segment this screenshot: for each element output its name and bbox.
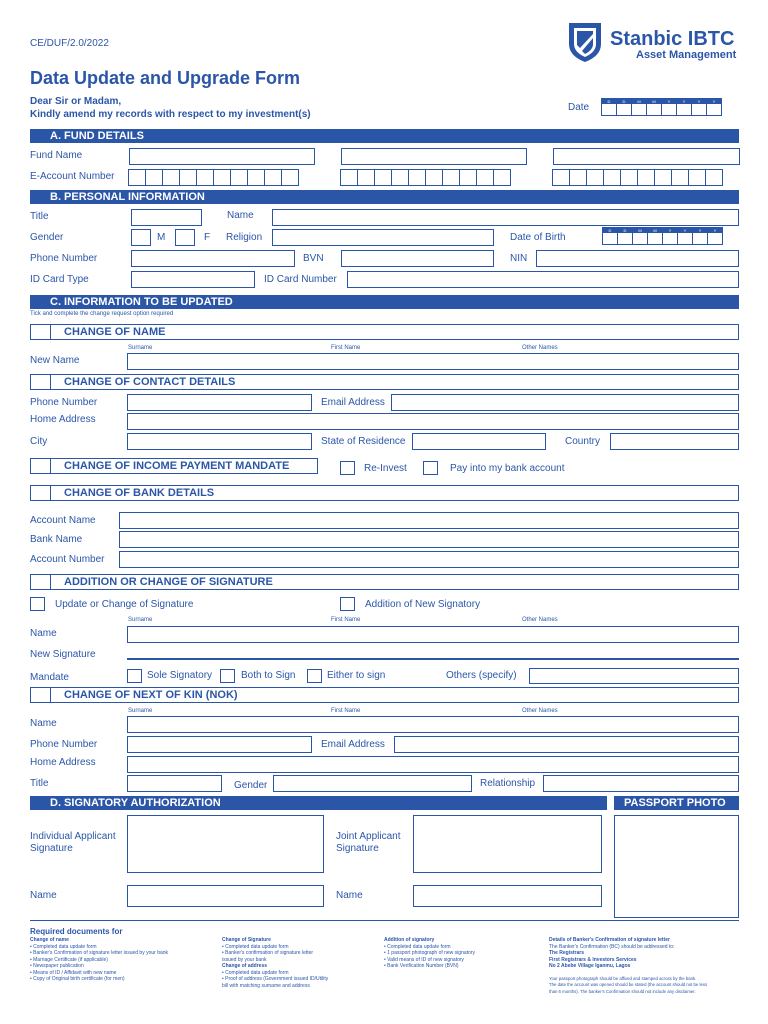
- religion-label: Religion: [226, 232, 263, 243]
- nok-first-name-hint: First Name: [331, 708, 361, 714]
- either-to-sign-checkbox[interactable]: [307, 669, 322, 683]
- contact-phone-label: Phone Number: [30, 397, 98, 408]
- country-field[interactable]: [610, 433, 739, 450]
- change-name-row[interactable]: CHANGE OF NAME: [30, 324, 739, 340]
- nok-email-label: Email Address: [321, 739, 385, 750]
- sig-name-label: Name: [30, 628, 57, 639]
- required-docs-title: Required documents for: [30, 927, 123, 936]
- nok-other-names-hint: Other Names: [522, 708, 558, 714]
- nok-title-label: Title: [30, 778, 49, 789]
- nok-surname-hint: Surname: [128, 708, 153, 714]
- required-col-signature-change: Change of Signature • Completed data update form • Banker's confirmation of signature letter issued by your bank Change of address • Completed data update form • Proof of address (Government issued ID/Utility bill with matching surname and address: [222, 937, 329, 989]
- passport-photo-box[interactable]: [614, 815, 739, 918]
- nok-phone-label: Phone Number: [30, 739, 98, 750]
- required-col-bankers-confirmation: Details of Banker's Confirmation of signature letter The Banker's Confirmation (BC) should be addressed to: The Registrars First Registrars & Investors Services No 2 Abebe Village Iganmu, Lagos Your passport photograph should be affixed and stamped across by the bank. The date the account was opened should be stated (the account should not be less than 6 months). The banker's Confirmation should not include any disclaimer.: [549, 937, 708, 994]
- ind-sig-label-1: Individual Applicant: [30, 831, 116, 842]
- reinvest-label: Re-Invest: [364, 463, 407, 474]
- gender-f-label: F: [204, 232, 211, 243]
- nok-phone-field[interactable]: [127, 736, 312, 753]
- individual-signature-box[interactable]: [127, 815, 324, 873]
- new-name-label: New Name: [30, 355, 80, 366]
- nok-title-field[interactable]: [127, 775, 222, 792]
- add-signatory-label: Addition of New Signatory: [365, 599, 481, 610]
- e-account-field-3[interactable]: [553, 169, 723, 186]
- account-number-label: Account Number: [30, 554, 105, 565]
- either-to-sign-label: Either to sign: [327, 670, 386, 681]
- sig-name-field[interactable]: [127, 626, 739, 643]
- divider: [30, 920, 739, 921]
- nin-field[interactable]: [536, 250, 739, 267]
- sig-surname-hint: Surname: [128, 617, 153, 623]
- form-code: CE/DUF/2.0/2022: [30, 38, 109, 49]
- section-b-header: B. PERSONAL INFORMATION: [30, 190, 739, 204]
- ind-sig-label-2: Signature: [30, 843, 73, 854]
- nok-gender-field[interactable]: [273, 775, 472, 792]
- contact-email-label: Email Address: [321, 397, 385, 408]
- nok-relationship-field[interactable]: [543, 775, 739, 792]
- account-name-label: Account Name: [30, 515, 96, 526]
- change-contact-row[interactable]: CHANGE OF CONTACT DETAILS: [30, 374, 739, 390]
- e-account-field-1[interactable]: [129, 169, 299, 186]
- change-name-checkbox[interactable]: [30, 324, 51, 340]
- section-a-header: A. FUND DETAILS: [30, 129, 739, 143]
- gender-f-checkbox[interactable]: [175, 229, 195, 246]
- section-c-note: Tick and complete the change request option required: [30, 311, 174, 317]
- brand-name: Stanbic IBTC: [610, 28, 735, 50]
- nok-gender-label: Gender: [234, 780, 268, 791]
- country-label: Country: [565, 436, 601, 447]
- required-col-name-change: Change of name • Completed data update form • Banker's Confirmation of signature letter issued by your bank • Marriage Certificate (if applicable) • Newspaper publication • Means of ID / Affidavit with new name • Copy of Original birth certificate (for men): [30, 937, 169, 982]
- nok-home-label: Home Address: [30, 757, 96, 768]
- others-field[interactable]: [529, 668, 739, 684]
- change-income-row[interactable]: CHANGE OF INCOME PAYMENT MANDATE: [30, 458, 318, 474]
- nok-name-label: Name: [30, 718, 57, 729]
- nok-email-field[interactable]: [394, 736, 739, 753]
- change-nok-checkbox[interactable]: [30, 687, 51, 703]
- state-label: State of Residence: [321, 436, 406, 447]
- religion-field[interactable]: [272, 229, 494, 246]
- section-d-header: D. SIGNATORY AUTHORIZATION: [30, 796, 607, 810]
- new-signature-line[interactable]: [127, 658, 739, 660]
- joint-sig-label-1: Joint Applicant: [336, 831, 401, 842]
- passport-photo-header: PASSPORT PHOTO: [614, 796, 739, 810]
- date-input[interactable]: D D M M Y Y Y Y: [602, 98, 722, 116]
- account-name-field[interactable]: [119, 512, 739, 529]
- new-name-field[interactable]: [127, 353, 739, 370]
- add-signatory-checkbox[interactable]: [340, 597, 355, 611]
- section-c-header: C. INFORMATION TO BE UPDATED: [30, 295, 739, 309]
- date-label: Date: [568, 102, 590, 113]
- joint-sig-label-2: Signature: [336, 843, 379, 854]
- change-signature-row[interactable]: ADDITION OR CHANGE OF SIGNATURE: [30, 574, 739, 590]
- joint-signature-box[interactable]: [413, 815, 602, 873]
- phone-field[interactable]: [131, 250, 295, 267]
- id-number-label: ID Card Number: [264, 274, 337, 285]
- change-bank-row[interactable]: CHANGE OF BANK DETAILS: [30, 485, 739, 501]
- new-signature-label: New Signature: [30, 649, 96, 660]
- nin-label: NIN: [510, 253, 528, 264]
- update-signature-checkbox[interactable]: [30, 597, 45, 611]
- update-signature-label: Update or Change of Signature: [55, 599, 194, 610]
- change-signature-checkbox[interactable]: [30, 574, 51, 590]
- home-address-field[interactable]: [127, 413, 739, 430]
- city-label: City: [30, 436, 48, 447]
- nok-relationship-label: Relationship: [480, 778, 536, 789]
- phone-label: Phone Number: [30, 253, 98, 264]
- name-field[interactable]: [272, 209, 739, 226]
- id-type-label: ID Card Type: [30, 274, 89, 285]
- title-field[interactable]: [131, 209, 202, 226]
- page-title: Data Update and Upgrade Form: [30, 68, 301, 88]
- gender-label: Gender: [30, 232, 64, 243]
- sole-signatory-checkbox[interactable]: [127, 669, 142, 683]
- fund-name-field-3[interactable]: [553, 148, 740, 165]
- first-name-hint: First Name: [331, 345, 361, 351]
- name-label: Name: [227, 210, 254, 221]
- joint-name-label: Name: [336, 890, 363, 901]
- change-nok-row[interactable]: CHANGE OF NEXT OF KIN (NOK): [30, 687, 739, 703]
- dob-label: Date of Birth: [510, 232, 566, 243]
- home-address-label: Home Address: [30, 414, 96, 425]
- ind-name-label: Name: [30, 890, 57, 901]
- others-label: Others (specify): [446, 670, 517, 681]
- fund-name-field-2[interactable]: [341, 148, 527, 165]
- account-number-field[interactable]: [119, 551, 739, 568]
- state-field[interactable]: [412, 433, 546, 450]
- sole-signatory-label: Sole Signatory: [147, 670, 213, 681]
- id-type-field[interactable]: [131, 271, 255, 288]
- id-number-field[interactable]: [347, 271, 739, 288]
- pay-bank-label: Pay into my bank account: [450, 463, 565, 474]
- intro-text: Kindly amend my records with respect to my investment(s): [30, 109, 311, 120]
- e-account-label: E-Account Number: [30, 171, 115, 182]
- stanbic-logo-icon: [565, 20, 605, 64]
- dob-input[interactable]: D D M M Y Y Y Y: [603, 227, 723, 245]
- reinvest-checkbox[interactable]: [340, 461, 355, 475]
- e-account-field-2[interactable]: [341, 169, 511, 186]
- joint-name-field[interactable]: [413, 885, 602, 907]
- change-income-checkbox[interactable]: [30, 458, 51, 474]
- sig-first-name-hint: First Name: [331, 617, 361, 623]
- ind-name-field[interactable]: [127, 885, 324, 907]
- change-bank-checkbox[interactable]: [30, 485, 51, 501]
- both-to-sign-checkbox[interactable]: [220, 669, 235, 683]
- surname-hint: Surname: [128, 345, 153, 351]
- fund-name-field-1[interactable]: [129, 148, 315, 165]
- gender-m-checkbox[interactable]: [131, 229, 151, 246]
- fund-name-label: Fund Name: [30, 150, 83, 161]
- gender-m-label: M: [157, 232, 166, 243]
- bank-name-label: Bank Name: [30, 534, 83, 545]
- other-names-hint: Other Names: [522, 345, 558, 351]
- bvn-field[interactable]: [341, 250, 494, 267]
- bank-name-field[interactable]: [119, 531, 739, 548]
- title-label: Title: [30, 211, 49, 222]
- nok-name-field[interactable]: [127, 716, 739, 733]
- sig-other-names-hint: Other Names: [522, 617, 558, 623]
- required-col-addition-signatory: Addition of signatory • Completed data update form • 1 passport photograph of new signatory • Valid means of ID of new signatory • Bank Verification Number (BVN): [384, 937, 475, 969]
- greeting: Dear Sir or Madam,: [30, 96, 122, 107]
- brand-sub: Asset Management: [636, 49, 737, 61]
- both-to-sign-label: Both to Sign: [241, 670, 296, 681]
- city-field[interactable]: [127, 433, 312, 450]
- contact-phone-field[interactable]: [127, 394, 312, 411]
- nok-home-field[interactable]: [127, 756, 739, 773]
- change-contact-checkbox[interactable]: [30, 374, 51, 390]
- mandate-label: Mandate: [30, 672, 69, 683]
- pay-bank-checkbox[interactable]: [423, 461, 438, 475]
- contact-email-field[interactable]: [391, 394, 739, 411]
- bvn-label: BVN: [303, 253, 324, 264]
